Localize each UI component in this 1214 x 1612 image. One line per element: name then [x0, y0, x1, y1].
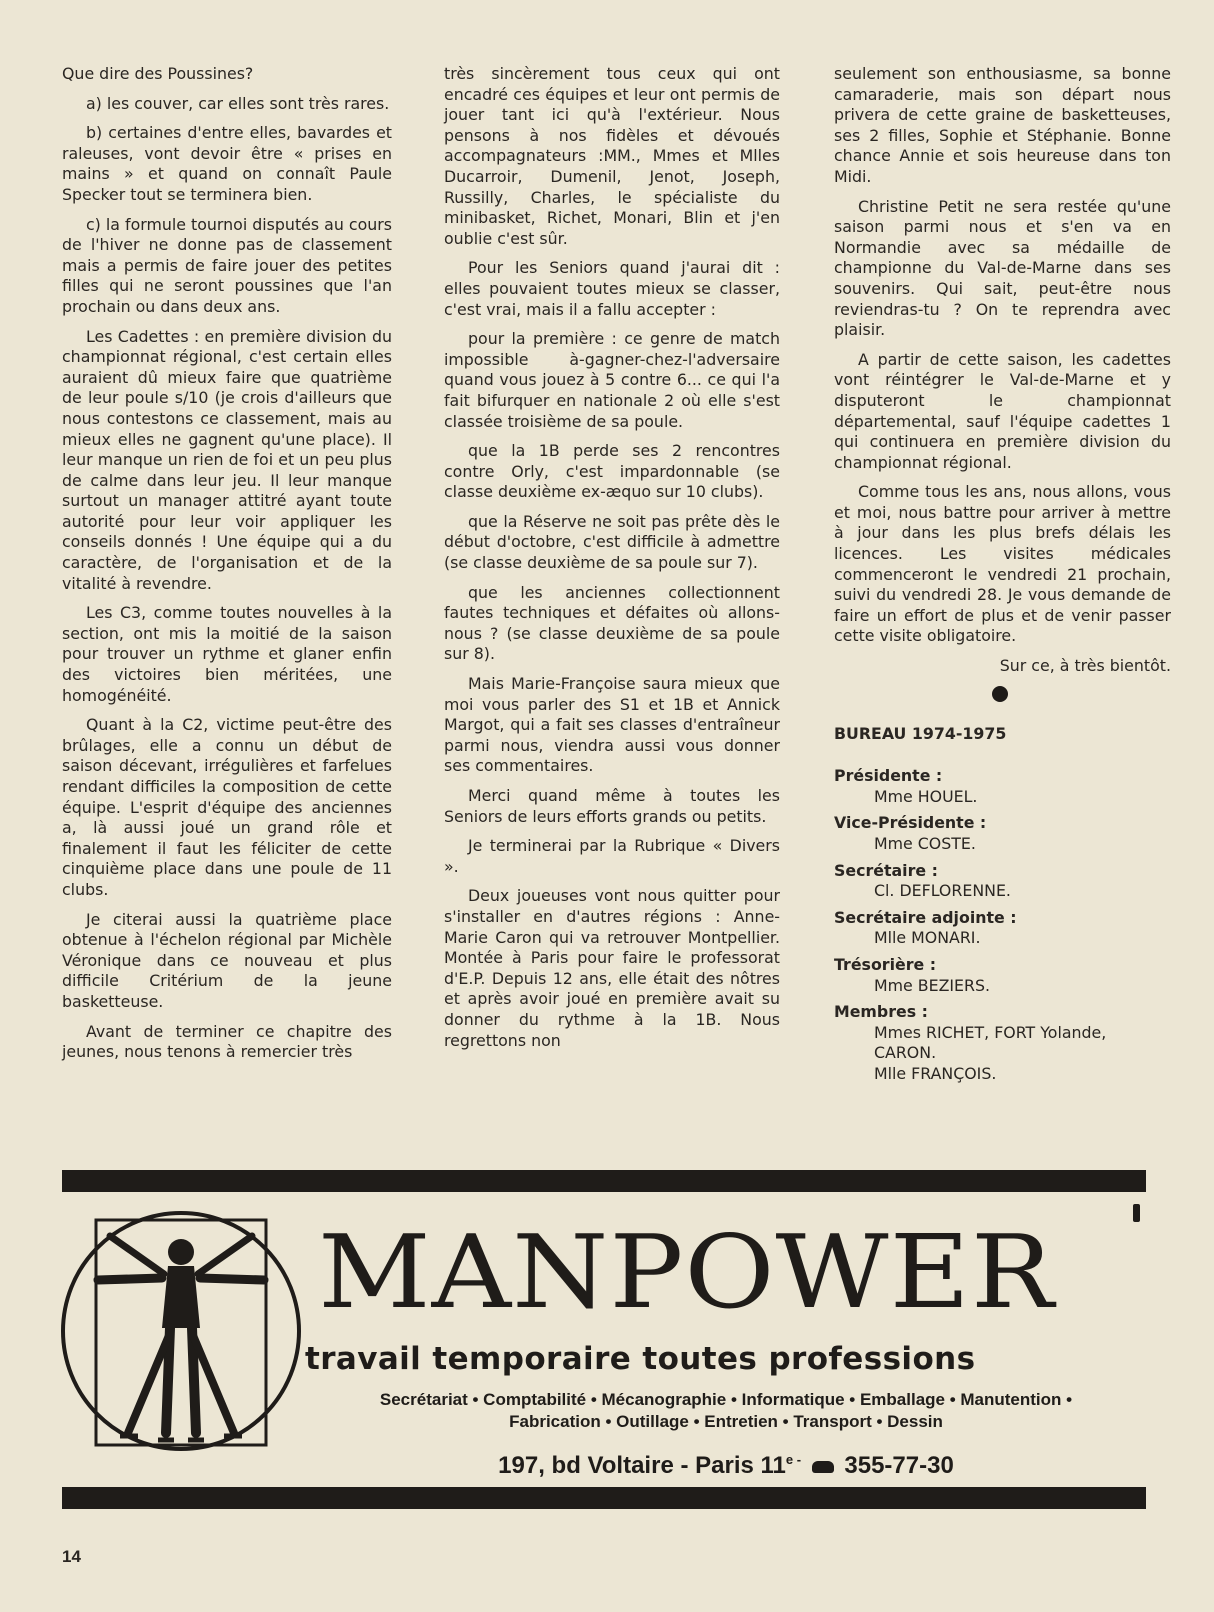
ad-phone: 355-77-30	[844, 1452, 954, 1479]
role-name: Mme BEZIERS.	[874, 975, 991, 995]
paragraph: Quant à la C2, victime peut-être des brûlages, elle a connu un début de saison décevant, irrégulières et farfelues rendant difficiles la composition de cette équipe. L'esprit d'équipe des anciennes a, là aussi joué un grand rôle et finalement il faut les féliciter de cette cinquième place dans une poule de 11 clubs.	[62, 715, 392, 899]
paragraph: pour la première : ce genre de match impossible à-gagner-chez-l'adversaire quand vous jouez à 5 contre 6... ce qui l'a fait bifurquer en nationale 2 où elle s'est classée troisième de sa poule.	[444, 329, 780, 431]
members-line: CARON.	[874, 1043, 937, 1063]
bureau-title: BUREAU 1974-1975	[834, 723, 1007, 743]
closing-line: Sur ce, à très bientôt.	[999, 656, 1171, 676]
ad-top-rule	[62, 1170, 1146, 1192]
paragraph: b) certaines d'entre elles, bavardes et raleuses, vont devoir être « prises en mains » et quand on connaît Paule Specker tout se terminera bien.	[62, 123, 392, 204]
phone-icon	[812, 1461, 834, 1473]
paragraph: Avant de terminer ce chapitre des jeunes, nous tenons à remercier très	[62, 1021, 392, 1062]
paragraph: Pour les Seniors quand j'aurai dit : elles pouvaient toutes mieux se classer, c'est vrai, mais il a fallu accepter :	[444, 258, 780, 319]
role-name: Mme COSTE.	[874, 834, 976, 853]
role-label: Secrétaire :	[834, 860, 938, 880]
paragraph: seulement son enthousiasme, sa bonne camaraderie, mais son départ nous privera de cette graine de basketteuses, ses 2 filles, Sophie et Stéphanie. Bonne chance Annie et sois heureuse dans ton Midi.	[834, 64, 1171, 186]
role-label: Vice-Présidente :	[834, 813, 987, 833]
ad-services-line: Fabrication • Outillage • Entretien • Transport • Dessin	[509, 1412, 943, 1431]
ad-tagline: travail temporaire toutes professions	[305, 1341, 976, 1377]
paragraph: très sincèrement tous ceux qui ont encadré ces équipes et leur ont permis de jouer tant ici qu'à l'extérieur. Nous pensons à nos fidèles et dévoués accompagnateurs :MM., Mmes et Mlles Ducarroir, Dumenil, Jenot, Joseph, Russilly, Charles, le spécialiste du minibasket, Richet, Monari, Blin et j'en oublie c'est sûr.	[444, 64, 780, 248]
paragraph: que les anciennes collectionnent fautes techniques et défaites où allons-nous ? (se classe deuxième de sa poule sur 8).	[444, 582, 780, 664]
ad-ordinal: e -	[785, 1452, 802, 1467]
paragraph: A partir de cette saison, les cadettes vont réintégrer le Val-de-Marne et y disputeront le championnat départemental, sauf l'équipe cadettes 1 qui continuera en première division du championnat régional.	[834, 349, 1171, 472]
page-number: 14	[62, 1547, 81, 1566]
text-column-3	[834, 64, 1171, 1085]
role-name: Mlle MONARI.	[874, 928, 981, 948]
bullet-dot-icon	[992, 686, 1008, 702]
paragraph: a) les couver, car elles sont très rares.	[86, 93, 390, 113]
role-label: Membres :	[834, 1002, 928, 1022]
paragraph: que la Réserve ne soit pas prête dès le début d'octobre, c'est difficile à admettre (se classe deuxième de sa poule sur 7).	[444, 511, 780, 573]
paragraph: c) la formule tournoi disputés au cours de l'hiver ne donne pas de classement mais a permis de faire jouer des petites filles qui ne seront poussines que l'an prochain ou dans deux ans.	[62, 214, 392, 316]
paragraph: Les Cadettes : en première division du championnat régional, c'est certain elles auraient dû mieux faire que quatrième de leur poule s/10 (je crois d'ailleurs que nous contestons ce classement, mais au mieux elles ne gagnent qu'une place). Il leur manque un rien de foi et un peu plus de calme dans leur jeu. Il leur manque surtout un manager attitré ayant toute autorité pour leur voir appliquer les conseils donnés ! Une équipe qui a du caractère, de l'organisation et de la vitalité à revendre.	[62, 326, 392, 593]
ad-brand-name: MANPOWER	[318, 1213, 1055, 1332]
members-line: Mlle FRANÇOIS.	[874, 1063, 997, 1083]
role-label: Présidente :	[834, 766, 943, 786]
ad-street: 197, bd Voltaire - Paris 11	[498, 1452, 786, 1479]
bureau-list	[834, 724, 1171, 1085]
paragraph: Deux joueuses vont nous quitter pour s'installer en d'autres régions : Anne-Marie Caron qui va retrouver Montpellier. Montée à Paris pour faire le professorat d'E.P. Depuis 12 ans, elle était des nôtres et après avoir joué en première avait su donner du rythme à la 1B. Nous regrettons non	[444, 886, 780, 1050]
role-name: Mme HOUEL.	[874, 786, 978, 806]
paragraph: Je citerai aussi la quatrième place obtenue à l'échelon régional par Michèle Véronique dans ce nouveau et plus difficile Critérium de la jeune basketteuse.	[62, 909, 392, 1011]
paragraph: Que dire des Poussines?	[62, 64, 254, 83]
vitruvian-man-icon	[58, 1208, 304, 1454]
role-label: Secrétaire adjointe :	[834, 907, 1017, 927]
text-column-1	[62, 64, 392, 1072]
members-line: Mmes RICHET, FORT Yolande,	[874, 1022, 1107, 1042]
role-label: Trésorière :	[834, 954, 937, 974]
paragraph: Comme tous les ans, nous allons, vous et moi, nous battre pour arriver à mettre à jour dans les plus brefs délais les licences. Les visites médicales commenceront le vendredi 21 prochain, suivi du vendredi 28. Je vous demande de faire un effort de plus et de venir passer cette visite obligatoire.	[834, 482, 1171, 646]
ad-address	[305, 1445, 1147, 1481]
paragraph: que la 1B perde ses 2 rencontres contre Orly, c'est impardonnable (se classe deuxième ex-æquo sur 10 clubs).	[444, 441, 780, 502]
paragraph: Merci quand même à toutes les Seniors de leurs efforts grands ou petits.	[444, 786, 780, 826]
ad-services-line: Secrétariat • Comptabilité • Mécanographie • Informatique • Emballage • Manutention •	[379, 1390, 1073, 1409]
role-name: Cl. DEFLORENNE.	[874, 881, 1011, 901]
paragraph: Je terminerai par la Rubrique « Divers ».	[444, 836, 780, 876]
text-column-2	[444, 64, 780, 1060]
paragraph: Christine Petit ne sera restée qu'une saison parmi nous et s'en va en Normandie avec sa médaille de championne du Val-de-Marne dans ses souvenirs. Qui sait, peut-être nous reviendras-tu ? On te reprendra avec plaisir.	[834, 196, 1171, 340]
paragraph: Mais Marie-Françoise saura mieux que moi vous parler des S1 et 1B et Annick Margot, qui a fait ses classes d'entraîneur parmi nous, viendra aussi vous donner ses commentaires.	[444, 674, 780, 776]
ad-bottom-rule	[62, 1487, 1146, 1509]
paragraph: Les C3, comme toutes nouvelles à la section, ont mis la moitié de la saison pour trouver un rythme et glaner enfin des victoires bien méritées, une homogénéité.	[62, 603, 392, 705]
